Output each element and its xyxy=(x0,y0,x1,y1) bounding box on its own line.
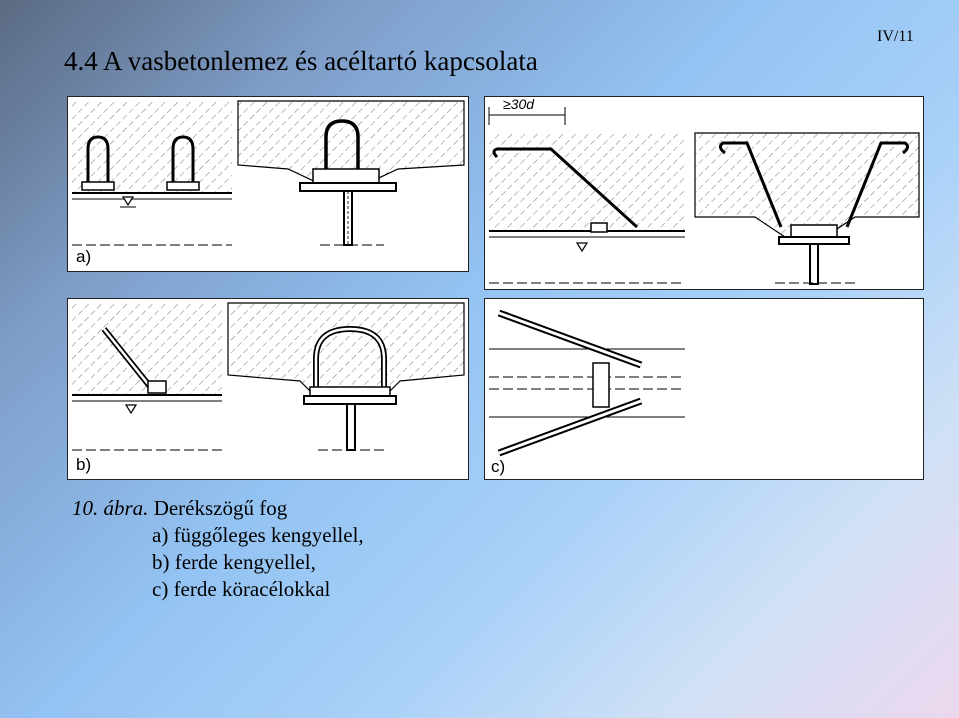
panel-b-label: b) xyxy=(76,455,92,474)
panel-a-drawing xyxy=(68,97,468,271)
concrete-haunch xyxy=(695,133,919,237)
panel-c-drawing xyxy=(485,299,923,479)
dimension-label: ≥30d xyxy=(503,97,535,112)
caption-item-c: c) ferde köracélokkal xyxy=(152,577,331,601)
concrete-slab xyxy=(72,101,232,193)
caption-item-a: a) függőleges kengyellel, xyxy=(152,523,364,547)
page-number: IV/11 xyxy=(877,28,914,45)
beam-web xyxy=(347,404,355,450)
concrete-haunch xyxy=(228,303,464,395)
panel-c xyxy=(484,298,924,480)
figure-number: 10. ábra. xyxy=(72,496,149,520)
shear-block xyxy=(313,169,379,183)
shear-block xyxy=(791,225,837,237)
shear-block xyxy=(310,387,390,396)
level-marker-icon xyxy=(126,405,136,413)
caption-item-b: b) ferde kengyellel, xyxy=(152,550,316,574)
panel-a xyxy=(67,96,469,272)
figure-title: Derékszögű fog xyxy=(153,496,288,520)
level-marker-icon xyxy=(123,197,133,205)
panel-a-inclined xyxy=(484,96,924,290)
panel-c-label: c) xyxy=(491,457,506,476)
beam-web xyxy=(810,244,818,284)
panel-a-label: a) xyxy=(76,247,92,266)
slide-title: 4.4 A vasbetonlemez és acéltartó kapcsolata xyxy=(64,46,538,76)
beam-flange xyxy=(779,237,849,244)
panel-b-drawing xyxy=(68,299,468,479)
figure-caption xyxy=(72,495,364,603)
shear-block xyxy=(593,363,609,407)
beam-flange xyxy=(304,396,396,404)
level-marker-icon xyxy=(577,243,587,251)
panel-a-inclined-drawing xyxy=(485,97,923,289)
panel-b xyxy=(67,298,469,480)
beam-flange xyxy=(300,183,396,191)
